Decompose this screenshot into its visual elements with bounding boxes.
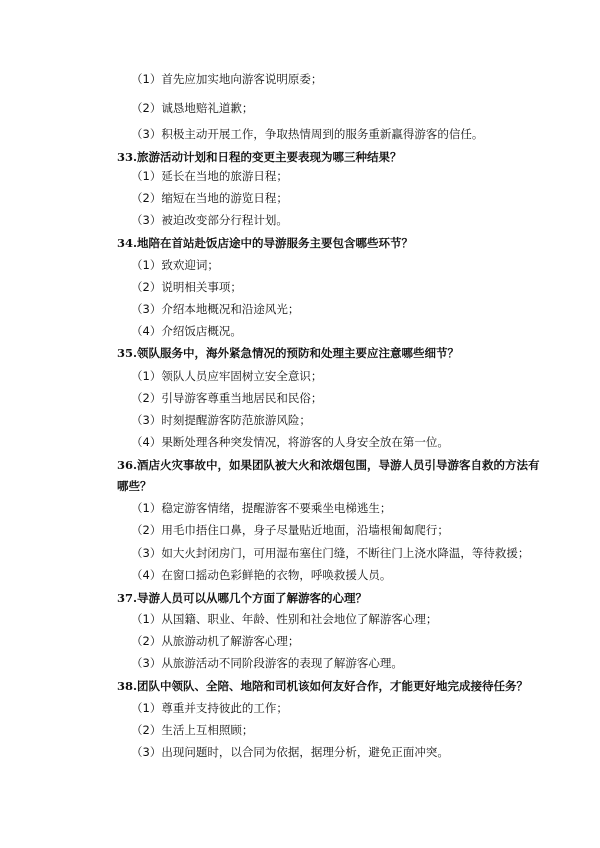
answer-line: （2）诚恳地赔礼道歉； <box>131 101 254 115</box>
answer-line: （1）首先应加实地向游客说明原委； <box>131 72 323 86</box>
answer-line: （4）在窗口摇动色彩鲜艳的衣物，呼唤救援人员。 <box>131 568 392 582</box>
question-heading: 37.导游人员可以从哪几个方面了解游客的心理？ <box>117 591 368 605</box>
answer-line: （1）从国籍、职业、年龄、性别和社会地位了解游客心理； <box>131 612 438 626</box>
answer-line: （2）引导游客尊重当地居民和民俗； <box>131 391 323 405</box>
question-heading: 34.地陪在首站赴饭店途中的导游服务主要包含哪些环节？ <box>117 236 414 250</box>
answer-line: （1）致欢迎词； <box>131 258 219 272</box>
answer-line: （2）从旅游动机了解游客心理； <box>131 634 300 648</box>
question-heading: 36.酒店火灾事故中，如果团队被大火和浓烟包围，导游人员引导游客自救的方法有 <box>117 458 540 472</box>
answer-line: （1）尊重并支持彼此的工作； <box>131 701 288 715</box>
answer-line: （4）果断处理各种突发情况，将游客的人身安全放在第一位。 <box>131 435 449 449</box>
question-heading-continued: 哪些？ <box>117 479 152 493</box>
answer-line: （2）说明相关事项； <box>131 280 242 294</box>
answer-line: （1）延长在当地的旅游日程； <box>131 169 288 183</box>
answer-line: （3）时刻提醒游客防范旅游风险； <box>131 413 311 427</box>
answer-line: （2）用毛巾捂住口鼻，身子尽量贴近地面，沿墙根匍匐爬行； <box>131 523 449 537</box>
answer-line: （1）稳定游客情绪，提醒游客不要乘坐电梯逃生； <box>131 501 392 515</box>
answer-line: （3）被迫改变部分行程计划。 <box>131 213 288 227</box>
answer-line: （3）积极主动开展工作，争取热情周到的服务重新赢得游客的信任。 <box>131 127 484 141</box>
answer-line: （2）缩短在当地的游览日程； <box>131 191 288 205</box>
answer-line: （3）如大火封闭房门，可用湿布塞住门缝，不断往门上浇水降温，等待救援； <box>131 546 530 560</box>
answer-line: （4）介绍饭店概况。 <box>131 324 242 338</box>
answer-line: （3）从旅游活动不同阶段游客的表现了解游客心理。 <box>131 656 403 670</box>
answer-line: （1）领队人员应牢固树立安全意识； <box>131 369 323 383</box>
question-heading: 33.旅游活动计划和日程的变更主要表现为哪三种结果？ <box>117 150 402 164</box>
question-heading: 38.团队中领队、全陪、地陪和司机该如何友好合作，才能更好地完成接待任务？ <box>117 679 529 693</box>
answer-line: （3）介绍本地概况和沿途风光； <box>131 302 300 316</box>
answer-line: （2）生活上互相照顾； <box>131 723 254 737</box>
question-heading: 35.领队服务中，海外紧急情况的预防和处理主要应注意哪些细节？ <box>117 346 460 360</box>
answer-line: （3）出现问题时，以合同为依据，据理分析，避免正面冲突。 <box>131 745 449 759</box>
